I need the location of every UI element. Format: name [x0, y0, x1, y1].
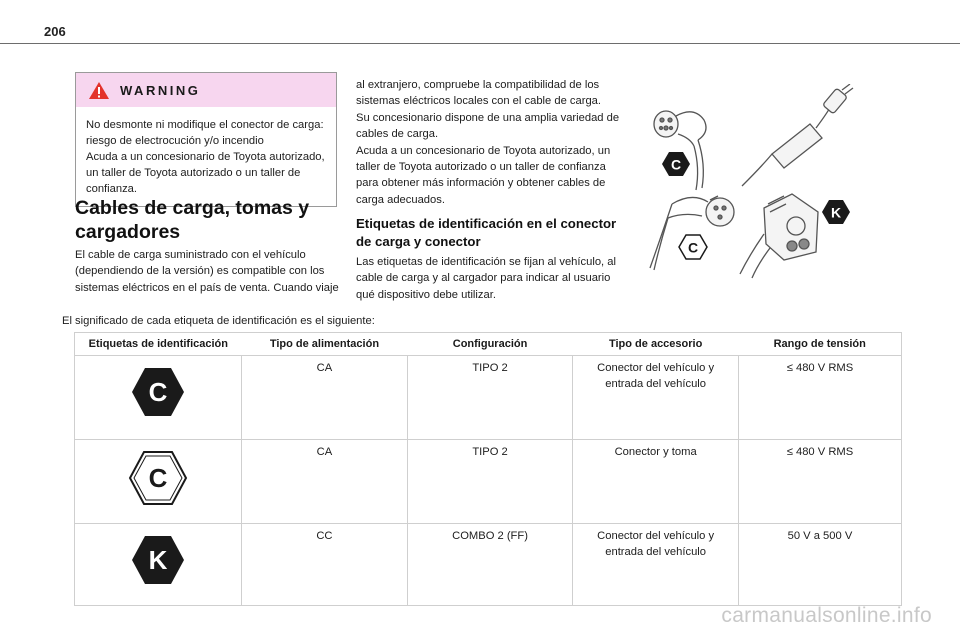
table-intro: El significado de cada etiqueta de identificación es el siguiente: [62, 315, 375, 327]
subsection-title: Etiquetas de identificación en el conector de carga y conector [356, 216, 617, 249]
header-rule [0, 43, 960, 44]
power-cell: CC [242, 524, 408, 606]
section-intro: El cable de carga suministrado con el vehículo (dependiendo de la versión) es compatible con los sistemas eléctricos en el país de venta. Cuando viaje [75, 249, 339, 294]
dealer-text: Su concesionario dispone de una amplia variedad de cables de carga. [356, 111, 620, 141]
page-number: 206 [44, 24, 66, 39]
table-row [75, 440, 902, 524]
accessory-cell: Conector del vehículo y entrada del vehículo [573, 356, 739, 440]
table-header-row [75, 333, 902, 356]
warning-triangle-icon [88, 81, 110, 100]
label-k-filled-icon [822, 200, 850, 224]
warning-box [75, 72, 337, 207]
connector-illustration [632, 84, 872, 280]
column-header: Tipo de alimentación [242, 333, 408, 356]
voltage-cell: ≤ 480 V RMS [738, 440, 901, 524]
watermark[interactable]: carmanualsonline.info [721, 604, 932, 627]
label-c-outline-icon [679, 235, 707, 259]
label-c-filled-icon [662, 152, 690, 176]
warning-line: Acuda a un concesionario de Toyota autorizado, un taller de Toyota autorizado o un taller de confianza. [86, 151, 325, 195]
illus-label-k: K [830, 204, 842, 221]
label-cell [75, 356, 242, 440]
table-row [75, 356, 902, 440]
illus-label-c: C [670, 156, 682, 173]
config-cell: COMBO 2 (FF) [407, 524, 573, 606]
voltage-cell: 50 V a 500 V [738, 524, 901, 606]
section-continued [356, 77, 626, 208]
label-cell [75, 524, 242, 606]
column-header: Etiquetas de identificación [75, 333, 242, 356]
charging-cable-drawing [742, 84, 853, 186]
power-cell: CA [242, 356, 408, 440]
advice-text: Acuda a un concesionario de Toyota autorizado, un taller de Toyota autorizado o un taller de confianza para obtener más información y obtener cables de carga adecuados. [356, 144, 611, 206]
warning-header [76, 73, 336, 107]
column-header: Tipo de accesorio [573, 333, 739, 356]
illus-label-c-outline: C [687, 239, 699, 256]
label-c-filled-icon [130, 366, 186, 418]
table-label-text: C [148, 463, 168, 493]
column-header: Configuración [407, 333, 573, 356]
table-row [75, 524, 902, 606]
warning-line: No desmonte ni modifique el conector de carga: riesgo de electrocución y/o incendio [86, 119, 324, 147]
config-cell: TIPO 2 [407, 440, 573, 524]
label-k-filled-icon [130, 534, 186, 586]
continued-text: al extranjero, compruebe la compatibilidad de los sistemas eléctricos locales con el cable de carga. [356, 79, 601, 108]
identification-table [74, 332, 902, 606]
subsection-text: Las etiquetas de identificación se fijan al vehículo, al cable de carga y al cargador para indicar al usuario qué dispositivo debe utilizar. [356, 256, 616, 301]
accessory-cell: Conector y toma [573, 440, 739, 524]
ccs-connector-drawing [740, 194, 818, 278]
section-title: Cables de carga, tomas y cargadores [75, 197, 310, 243]
voltage-cell: ≤ 480 V RMS [738, 356, 901, 440]
table-label-text: K [148, 545, 168, 575]
accessory-cell: Conector del vehículo y entrada del vehículo [573, 524, 739, 606]
column-header: Rango de tensión [738, 333, 901, 356]
type2-connector-drawing [654, 111, 706, 190]
warning-body [76, 107, 336, 206]
config-cell: TIPO 2 [407, 356, 573, 440]
label-c-outline-icon [127, 450, 189, 506]
label-cell [75, 440, 242, 524]
warning-title: WARNING [120, 82, 201, 98]
table-label-text: C [148, 377, 168, 407]
power-cell: CA [242, 440, 408, 524]
